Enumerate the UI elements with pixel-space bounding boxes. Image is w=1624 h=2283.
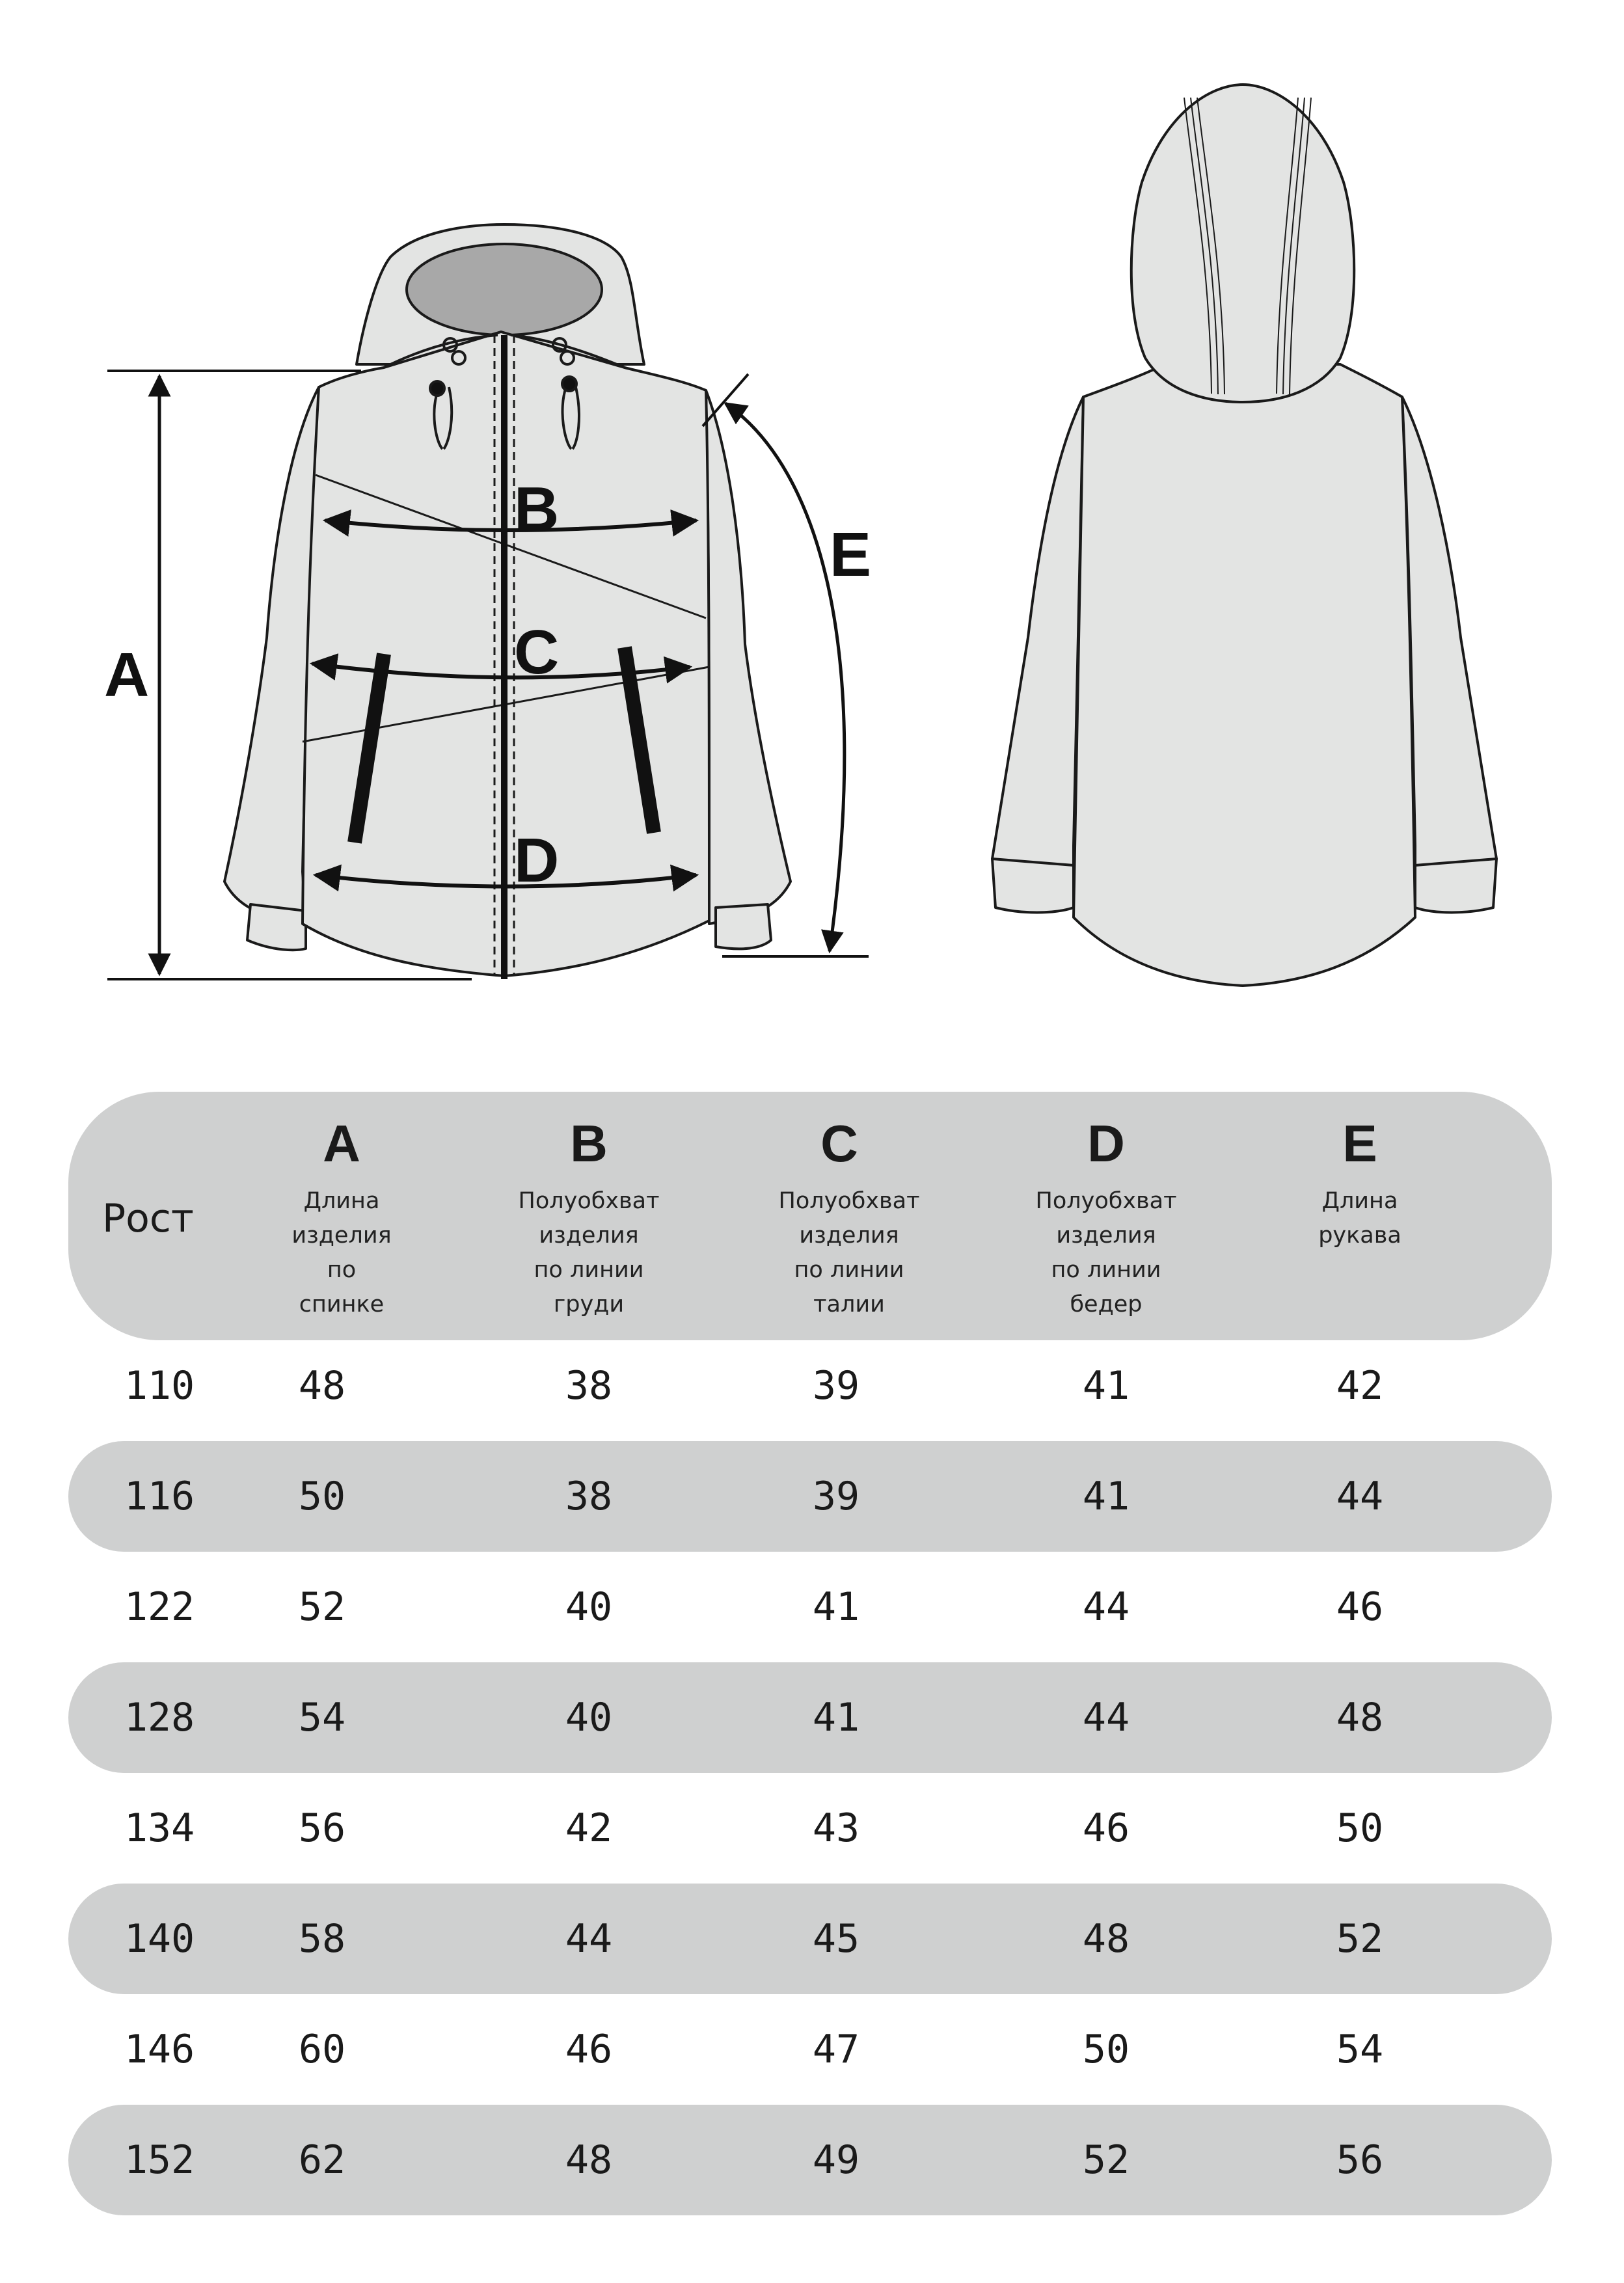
- label-c: C: [514, 617, 560, 687]
- back-right-cuff: [1415, 859, 1496, 913]
- table-row: [68, 1773, 1552, 1884]
- header-letter-d: D: [1087, 1114, 1125, 1172]
- table-row: [68, 1662, 1552, 1773]
- back-left-cuff: [992, 859, 1074, 913]
- table-row: [68, 1552, 1552, 1662]
- row-value-a: 48: [298, 1363, 346, 1409]
- header-desc-a: Длина изделия по спинке: [291, 1188, 392, 1317]
- row-value-a: 52: [298, 1584, 346, 1630]
- row-value-c: 49: [812, 2137, 860, 2183]
- row-value-a: 50: [298, 1474, 346, 1519]
- row-value-e: 54: [1336, 2027, 1384, 2072]
- row-value-e: 52: [1336, 1916, 1384, 1962]
- table-row: [68, 1331, 1552, 1441]
- label-d: D: [514, 826, 560, 895]
- jacket-measurement-diagram: [0, 0, 1624, 1015]
- row-size: 140: [124, 1916, 195, 1962]
- row-value-c: 45: [812, 1916, 860, 1962]
- row-value-a: 62: [298, 2137, 346, 2183]
- header-desc-e: Длина рукава: [1318, 1188, 1401, 1249]
- row-size: 128: [124, 1695, 195, 1740]
- row-size: 134: [124, 1805, 195, 1851]
- row-value-b: 40: [565, 1695, 613, 1740]
- row-value-e: 44: [1336, 1474, 1384, 1519]
- front-left-cuff: [247, 904, 306, 950]
- row-value-a: 54: [298, 1695, 346, 1740]
- row-value-e: 56: [1336, 2137, 1384, 2183]
- row-value-a: 56: [298, 1805, 346, 1851]
- table-row: [68, 1994, 1552, 2105]
- row-size: 110: [124, 1363, 195, 1409]
- row-value-d: 46: [1082, 1805, 1130, 1851]
- row-value-d: 48: [1082, 1916, 1130, 1962]
- label-a: A: [104, 640, 150, 710]
- table-row: [68, 2105, 1552, 2215]
- header-desc-d: Полуобхват изделия по линии бедер: [1035, 1188, 1177, 1317]
- row-value-b: 48: [565, 2137, 613, 2183]
- row-size: 116: [124, 1474, 195, 1519]
- row-value-d: 50: [1082, 2027, 1130, 2072]
- table-row: [68, 1441, 1552, 1552]
- front-right-sleeve: [706, 390, 791, 924]
- row-value-e: 48: [1336, 1695, 1384, 1740]
- row-value-b: 40: [565, 1584, 613, 1630]
- row-value-d: 44: [1082, 1695, 1130, 1740]
- header-desc-b: Полуобхват изделия по линии груди: [518, 1188, 660, 1317]
- header-size: Рост: [102, 1196, 194, 1241]
- row-value-e: 42: [1336, 1363, 1384, 1409]
- row-value-b: 42: [565, 1805, 613, 1851]
- label-b: B: [514, 474, 560, 544]
- row-value-a: 60: [298, 2027, 346, 2072]
- header-letter-c: C: [820, 1114, 858, 1172]
- front-hood-opening: [407, 244, 602, 335]
- row-value-d: 41: [1082, 1363, 1130, 1409]
- row-value-c: 39: [812, 1474, 860, 1519]
- row-value-c: 43: [812, 1805, 860, 1851]
- row-value-d: 52: [1082, 2137, 1130, 2183]
- row-size: 122: [124, 1584, 195, 1630]
- row-value-c: 39: [812, 1363, 860, 1409]
- label-e: E: [830, 520, 872, 589]
- front-right-cuff: [716, 904, 771, 949]
- header-desc-c: Полуобхват изделия по линии талии: [778, 1188, 920, 1317]
- row-size: 152: [124, 2137, 195, 2183]
- header-letter-b: B: [570, 1114, 608, 1172]
- row-value-e: 46: [1336, 1584, 1384, 1630]
- row-value-d: 41: [1082, 1474, 1130, 1519]
- back-body: [1074, 364, 1415, 986]
- row-value-b: 44: [565, 1916, 613, 1962]
- back-view: [992, 85, 1496, 986]
- back-hood: [1131, 85, 1355, 402]
- row-size: 146: [124, 2027, 195, 2072]
- row-value-b: 38: [565, 1474, 613, 1519]
- table-row: [68, 1884, 1552, 1994]
- row-value-d: 44: [1082, 1584, 1130, 1630]
- front-view: [224, 224, 791, 979]
- row-value-c: 41: [812, 1584, 860, 1630]
- row-value-c: 47: [812, 2027, 860, 2072]
- row-value-a: 58: [298, 1916, 346, 1962]
- back-right-sleeve: [1402, 397, 1496, 875]
- header-letter-a: A: [323, 1114, 360, 1172]
- header-letter-e: E: [1342, 1114, 1377, 1172]
- row-value-b: 38: [565, 1363, 613, 1409]
- row-value-b: 46: [565, 2027, 613, 2072]
- row-value-e: 50: [1336, 1805, 1384, 1851]
- back-left-sleeve: [992, 397, 1083, 875]
- row-value-c: 41: [812, 1695, 860, 1740]
